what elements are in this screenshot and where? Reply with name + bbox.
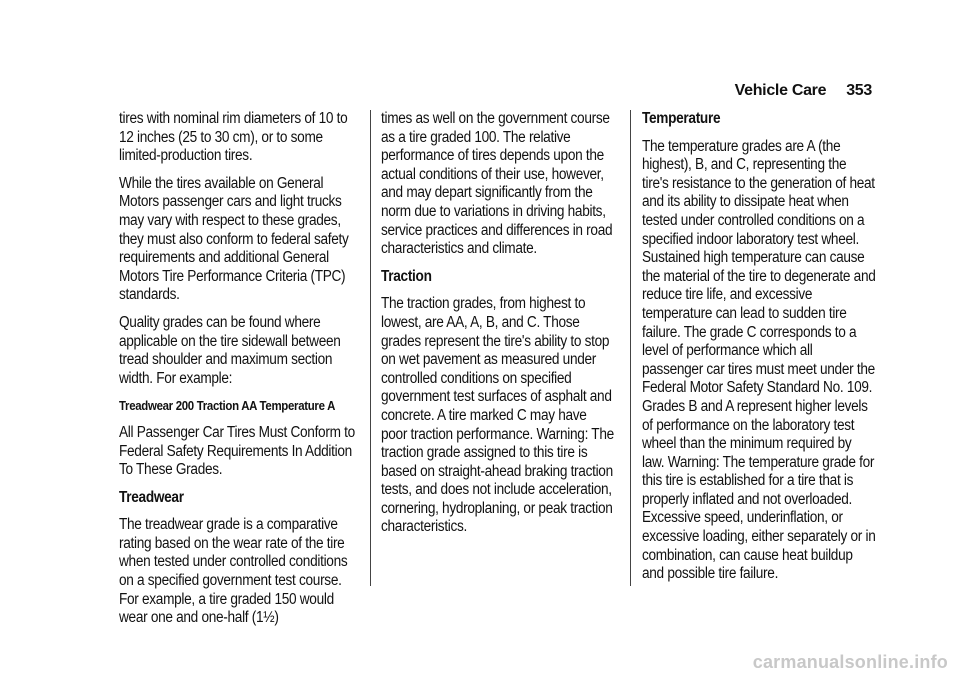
section-title: Vehicle Care	[734, 82, 827, 99]
page-number: 353	[846, 82, 872, 99]
paragraph: All Passenger Car Tires Must Conform to Federal Safety Requirements In Addition To These Grades.	[119, 423, 355, 479]
heading-traction: Traction	[381, 267, 432, 285]
column-divider-2	[630, 110, 631, 586]
page-header	[735, 82, 872, 100]
paragraph: The traction grades, from highest to lowest, are AA, A, B, and C. Those grades represent the tire's ability to stop on wet pavement as measured under controlled conditions on specified government test surfaces of asphalt and concrete. A tire marked C may have poor traction performance. Warning: The traction grade assigned to this tire is based on straight-ahead braking traction tests, and does not include acceleration, cornering, hydroplaning, or peak traction characteristics.	[381, 295, 614, 536]
text-column-1	[119, 110, 358, 637]
heading-treadwear: Treadwear	[119, 488, 184, 506]
paragraph: While the tires available on General Motors passenger cars and light trucks may vary with respect to these grades, they must also conform to federal safety requirements and additional General Motors Tire Performance Criteria (TPC) standards.	[119, 174, 349, 304]
paragraph: Quality grades can be found where applicable on the tire sidewall between tread shoulder and maximum section width. For example:	[119, 313, 341, 387]
paragraph: The temperature grades are A (the highest), B, and C, representing the tire's resistance to the generation of heat and its ability to dissipate heat when tested under controlled conditions on a specified indoor laboratory test wheel. Sustained high temperature can cause the material of the tire to degenerate and reduce tire life, and excessive temperature can lead to sudden tire failure. The grade C corresponds to a level of performance which all passenger car tires must meet under the Federal Motor Safety Standard No. 109. Grades B and A represent higher levels of performance on the laboratory test wheel than the minimum required by law. Warning: The temperature grade for this tire is established for a tire that is properly inflated and not overloaded. Excessive speed, underinflation, or excessive loading, either separately or in combination, can cause heat buildup and possible tire failure.	[642, 137, 876, 583]
text-column-2	[381, 110, 615, 546]
heading-temperature: Temperature	[642, 110, 721, 127]
paragraph: tires with nominal rim diameters of 10 to 12 inches (25 to 30 cm), or to some limited-production tires.	[119, 110, 348, 165]
paragraph: The treadwear grade is a comparative rating based on the wear rate of the tire when tested under controlled conditions on a specified government test course. For example, a tire graded 150 would wear one and one-half (1½)	[119, 516, 348, 627]
column-divider-1	[370, 110, 371, 586]
paragraph: times as well on the government course as a tire graded 100. The relative performance of tires depends upon the actual conditions of their use, however, and may depart significantly from the norm due to variations in driving habits, service practices and differences in road characteristics and climate.	[381, 110, 613, 258]
example-label: Treadwear 200 Traction AA Temperature A	[119, 398, 336, 414]
text-column-3	[642, 110, 876, 593]
watermark-text: carmanualsonline.info	[752, 652, 948, 672]
